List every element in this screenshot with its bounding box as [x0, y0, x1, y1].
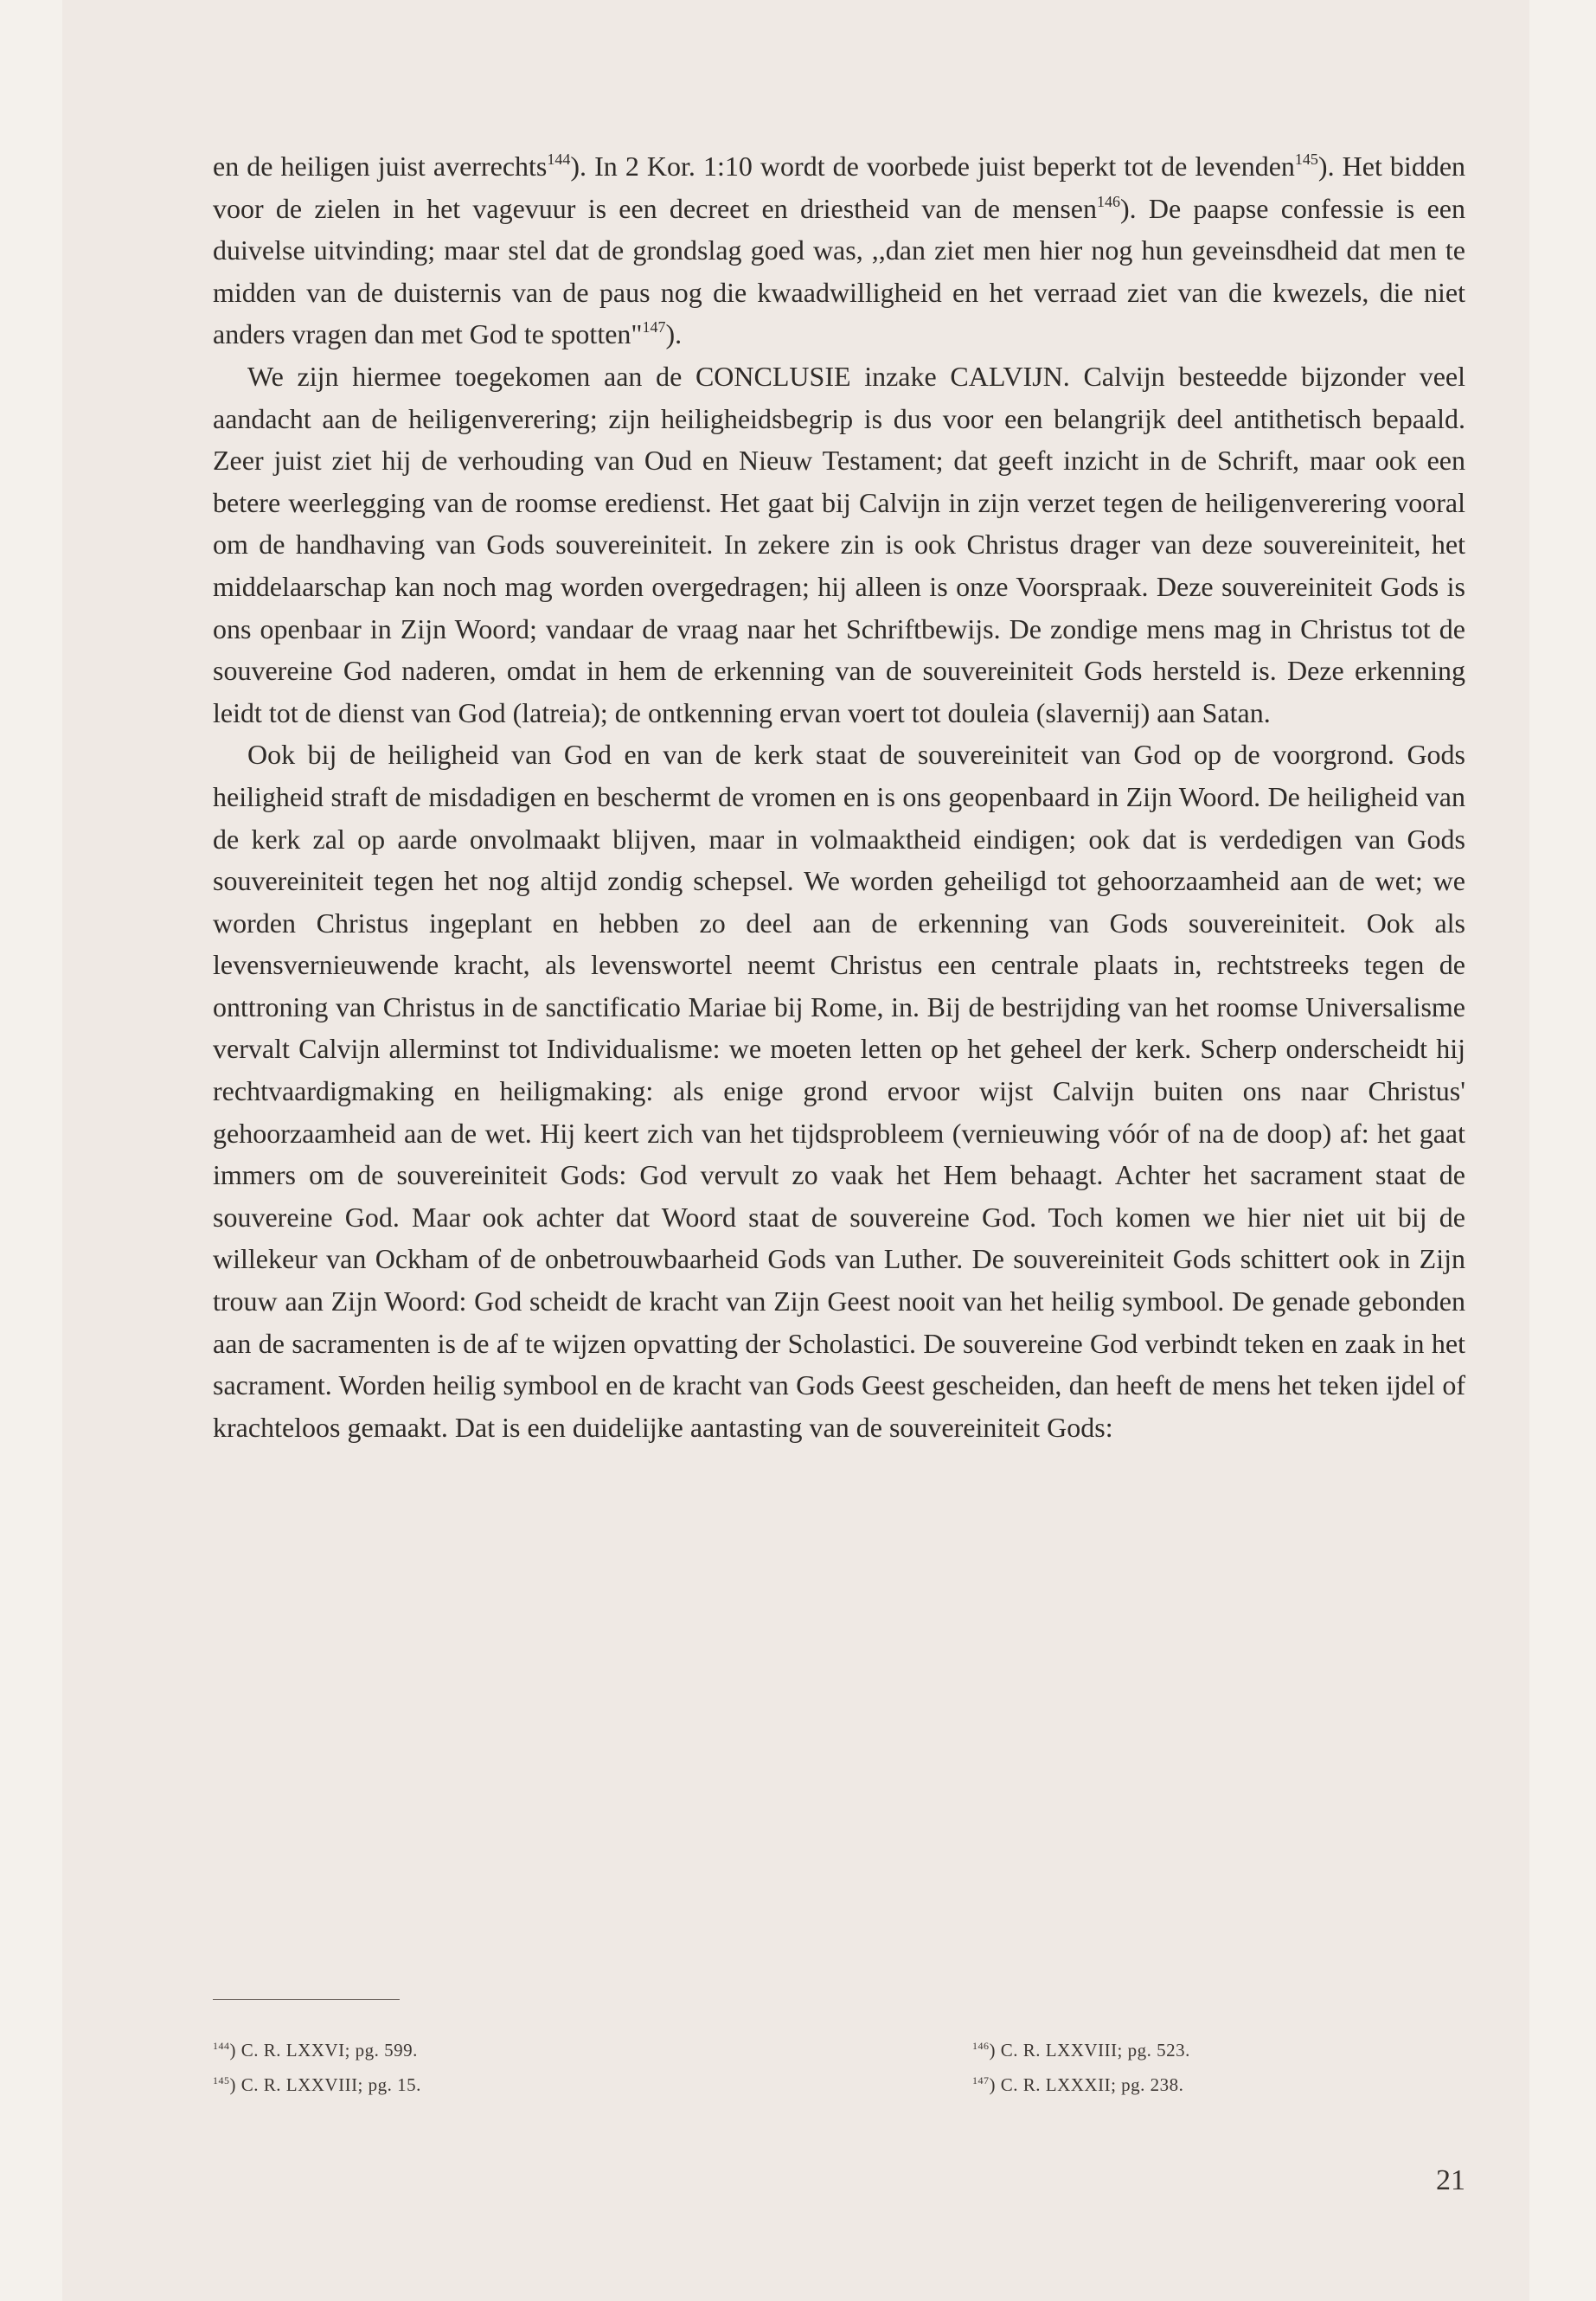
footnote-ref: 146 [1097, 192, 1120, 210]
footnote-146: $^{146}$) C. R. LXXVIII; pg. 523. [972, 2040, 1190, 2061]
text-run: Ook bij de heiligheid van God en van de kerk staat de souvereiniteit van God op de voorgrond. Gods heiligheid straft de misdadigen en beschermt de vromen en is ons geopenbaard in Zijn Woord. De heiligheid van de kerk zal op aarde onvolmaakt blijven, maar in volmaaktheid eindigen; ook dat is verdedigen van Gods souvereiniteit tegen het nog altijd zondig schepsel. We worden geheiligd tot gehoorzaamheid aan de wet; we worden Christus ingeplant en hebben zo deel aan de erkenning van Gods souvereiniteit. Ook als levensvernieuwende kracht, als levenswortel neemt Christus een centrale plaats in, rechtstreeks tegen de onttroning van Christus in de sanctificatio Mariae bij Rome, in. Bij de bestrijding van het roomse Universalisme vervalt Calvijn allerminst tot Individualisme: we moeten letten op het geheel der kerk. Scherp onderscheidt hij rechtvaardigmaking en heiligmaking: als enige grond ervoor wijst Calvijn buiten ons naar Christus' gehoorzaamheid aan de wet. Hij keert zich van het tijdsprobleem (vernieuwing vóór of na de doop) af: het gaat immers om de souvereiniteit Gods: God vervult zo vaak het Hem behaagt. Achter het sacrament staat de souvereine God. Maar ook achter dat Woord staat de souvereine God. Toch komen we hier niet uit bij de willekeur van Ockham of de onbetrouwbaarheid Gods van Luther. De souvereiniteit Gods schittert ook in Zijn trouw aan Zijn Woord: God scheidt de kracht van Zijn Geest nooit van het heilig symbool. De genade gebonden aan de sacramenten is de af te wijzen opvatting der Scholastici. De souvereine God verbindt teken en zaak in het sacrament. Worden heilig symbool en de kracht van Gods Geest gescheiden, dan heeft de mens het teken ijdel of krachteloos gemaakt. Dat is een duidelijke aantasting van de souvereiniteit Gods: [213, 739, 1465, 1443]
footnote-144: $^{144}$) C. R. LXXVI; pg. 599. [213, 2040, 418, 2061]
paragraph-2 [213, 356, 1465, 734]
text-run: ). De paapse confessie is een duivelse uitvinding; maar stel dat de grondslag goed was, ,,dan ziet men hier nog hun geveinsdheid dat men te midden van de duisternis van de paus nog die kwaadwilligheid en het verraad ziet van die kwezels, die niet anders vragen dan met God te spotten" [213, 192, 1466, 350]
footnote-ref: 147 [642, 318, 666, 336]
footnote-divider [213, 1999, 400, 2000]
text-run: ). [665, 318, 683, 350]
text-run: en de heiligen juist averrechts [213, 151, 548, 182]
body-text [213, 145, 1465, 1448]
page [62, 0, 1529, 2301]
page-number: 21 [1436, 2164, 1465, 2196]
paragraph-1 [213, 145, 1465, 356]
footnote-145: $^{145}$) C. R. LXXVIII; pg. 15. [213, 2074, 421, 2095]
text-run: ). In 2 Kor. 1:10 wordt de voorbede juist beperkt tot de levenden [570, 151, 1295, 182]
footnote-147: $^{147}$) C. R. LXXXII; pg. 238. [972, 2074, 1184, 2095]
paragraph-3 [213, 734, 1465, 1448]
footnote-ref: 144 [547, 151, 571, 168]
footnote-ref: 145 [1294, 151, 1318, 168]
text-run: We zijn hiermee toegekomen aan de CONCLUSIE inzake CALVIJN. Calvijn besteedde bijzonder veel aandacht aan de heiligenverering; zijn heiligheidsbegrip is dus voor een belangrijk deel antithetisch bepaald. Zeer juist ziet hij de verhouding van Oud en Nieuw Testament; dat geeft inzicht in de Schrift, maar ook een betere weerlegging van de roomse eredienst. Het gaat bij Calvijn in zijn verzet tegen de heiligenverering vooral om de handhaving van Gods souvereiniteit. In zekere zin is ook Christus drager van deze souvereiniteit, het middelaarschap kan noch mag worden overgedragen; hij alleen is onze Voorspraak. Deze souvereiniteit Gods is ons openbaar in Zijn Woord; vandaar de vraag naar het Schriftbewijs. De zondige mens mag in Christus tot de souvereine God naderen, omdat in hem de erkenning van de souvereiniteit Gods hersteld is. Deze erkenning leidt tot de dienst van God (latreia); de ontkenning ervan voert tot douleia (slavernij) aan Satan. [213, 360, 1465, 728]
text-run: ). Het bidden voor de zielen in het vagevuur is een decreet en driestheid van de mensen [213, 151, 1466, 224]
